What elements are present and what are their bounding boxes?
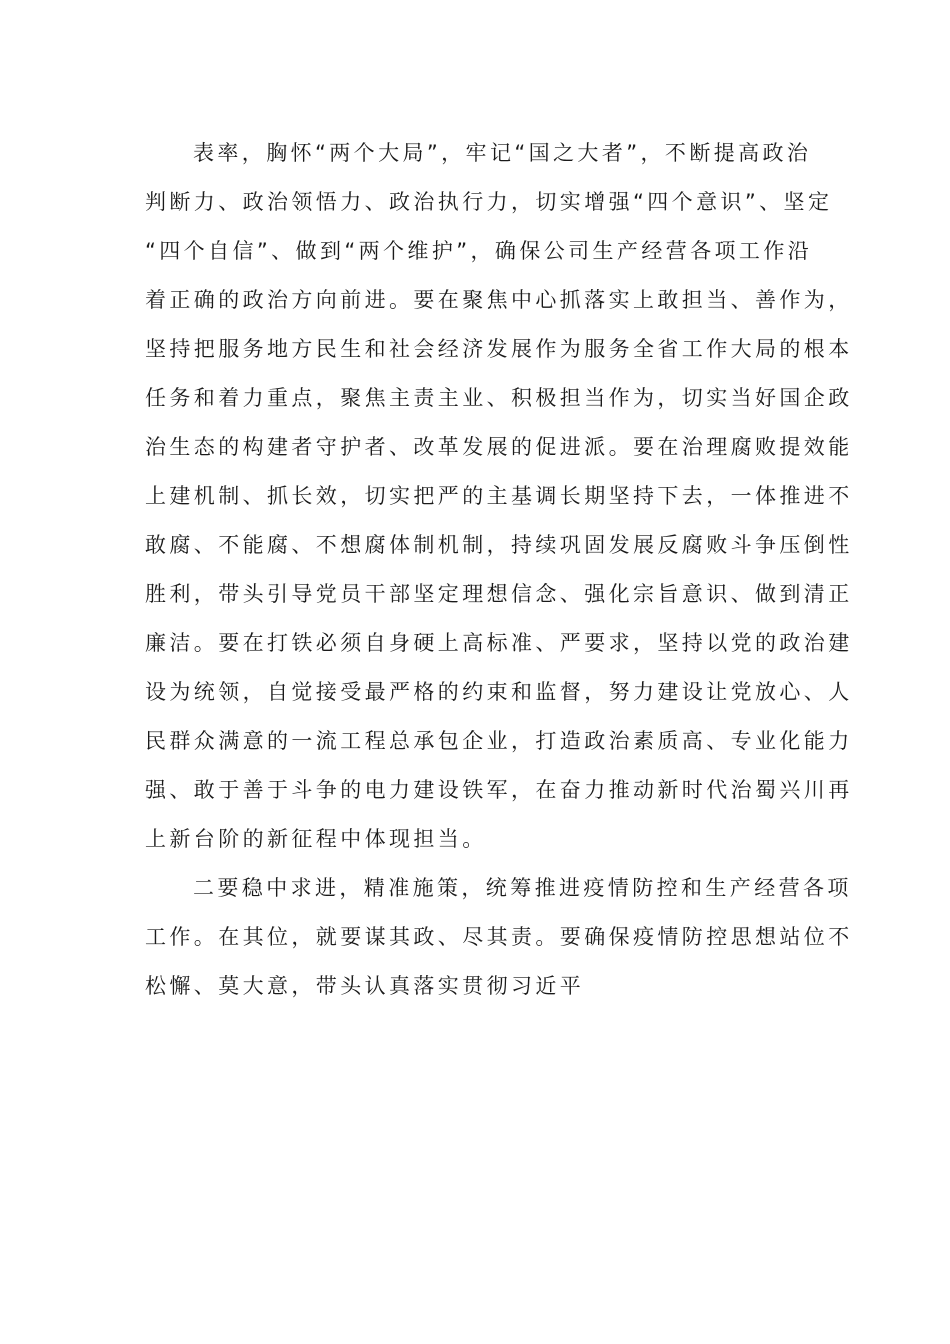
document-body	[145, 136, 853, 1018]
text-line: 判断力、政治领悟力、政治执行力，切实增强“四个意识”、坚定	[145, 190, 833, 214]
text-line: 治生态的构建者守护者、改革发展的促进派。要在治理腐败提效能	[145, 435, 853, 459]
text-line: 着正确的政治方向前进。要在聚焦中心抓落实上敢担当、善作为，	[145, 288, 853, 312]
text-line: 胜利，带头引导党员干部坚定理想信念、强化宗旨意识、做到清正	[145, 582, 853, 606]
text-line: 工作。在其位，就要谋其政、尽其责。要确保疫情防控思想站位不	[145, 925, 853, 949]
text-line: 表率，胸怀“两个大局”，牢记“国之大者”，不断提高政治	[193, 141, 812, 165]
text-line: 松懈、莫大意，带头认真落实贯彻习近平	[145, 974, 585, 998]
paragraph-1	[145, 136, 853, 871]
text-line: 强、敢于善于斗争的电力建设铁军，在奋力推动新时代治蜀兴川再	[145, 778, 853, 802]
text-line: 上建机制、抓长效，切实把严的主基调长期坚持下去，一体推进不	[145, 484, 853, 508]
text-line: 敢腐、不能腐、不想腐体制机制，持续巩固发展反腐败斗争压倒性	[145, 533, 853, 557]
text-line: 廉洁。要在打铁必须自身硬上高标准、严要求，坚持以党的政治建	[145, 631, 853, 655]
text-line: 任务和着力重点，聚焦主责主业、积极担当作为，切实当好国企政	[145, 386, 853, 410]
text-line: 设为统领，自觉接受最严格的约束和监督，努力建设让党放心、人	[145, 680, 853, 704]
text-line: 民群众满意的一流工程总承包企业，打造政治素质高、专业化能力	[145, 729, 853, 753]
text-line: “四个自信”、做到“两个维护”，确保公司生产经营各项工作沿	[145, 239, 813, 263]
text-line: 二要稳中求进，精准施策，统筹推进疫情防控和生产经营各项	[193, 876, 852, 900]
paragraph-2	[145, 871, 853, 1018]
text-line: 坚持把服务地方民生和社会经济发展作为服务全省工作大局的根本	[145, 337, 853, 361]
text-line: 上新台阶的新征程中体现担当。	[145, 827, 487, 851]
